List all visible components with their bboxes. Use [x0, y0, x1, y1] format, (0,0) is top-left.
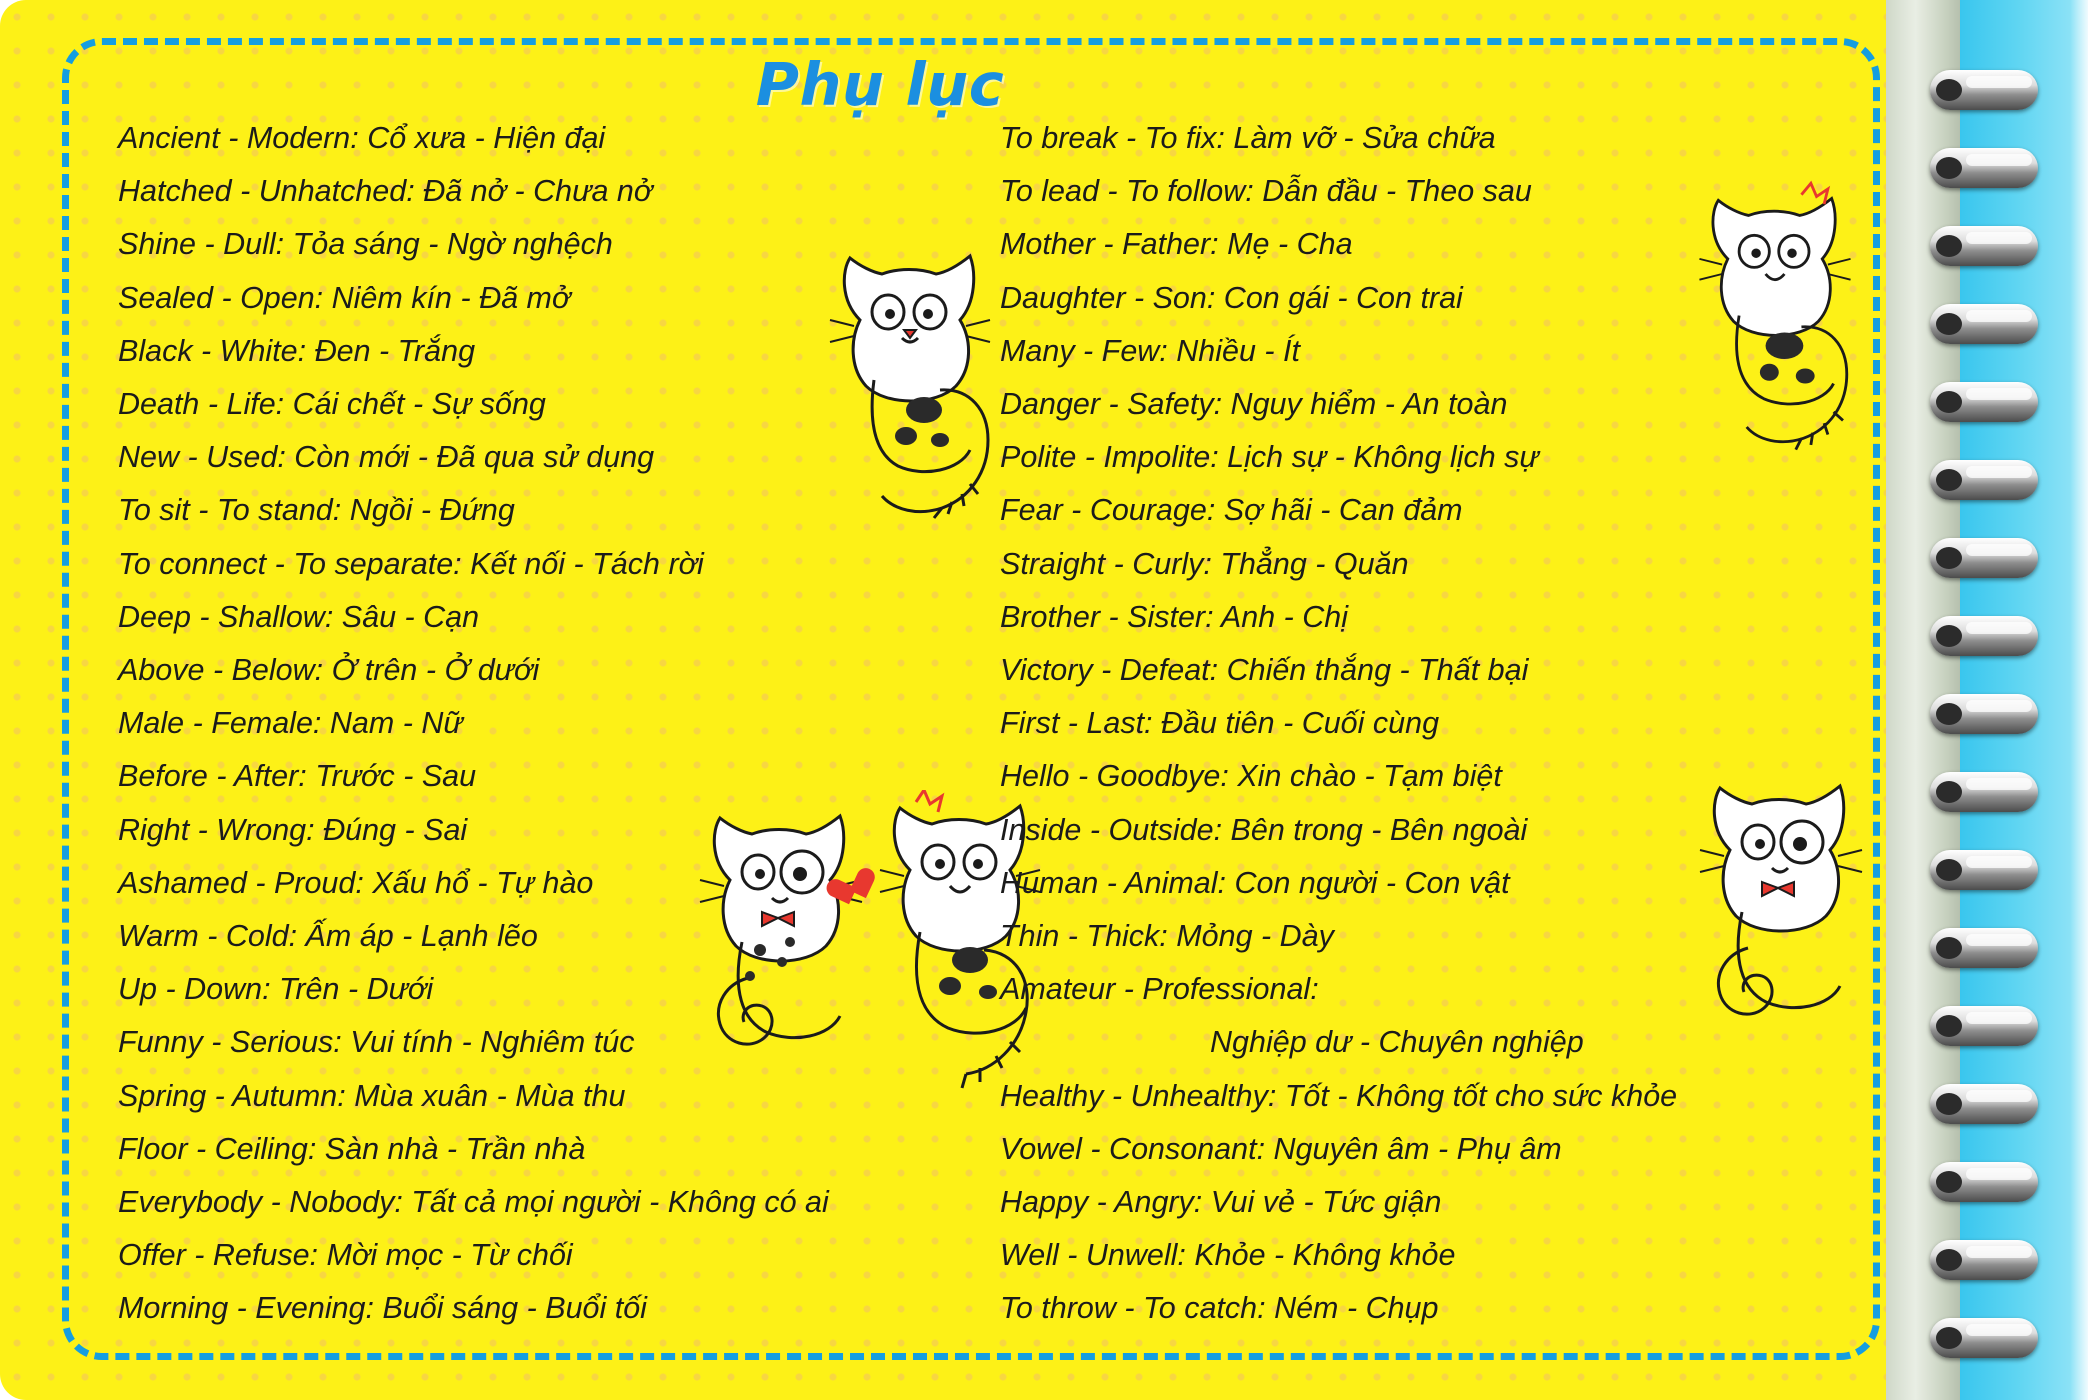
list-item: Straight - Curly: Thẳng - Quăn — [1000, 546, 1409, 581]
list-item: Many - Few: Nhiều - Ít — [1000, 333, 1300, 368]
list-item: Warm - Cold: Ấm áp - Lạnh lẽo — [118, 919, 538, 954]
list-item: Up - Down: Trên - Dưới — [118, 972, 434, 1007]
list-item: Healthy - Unhealthy: Tốt - Không tốt cho sức khỏe — [1000, 1078, 1678, 1113]
spiral-ring — [1930, 1084, 2038, 1124]
list-item: To sit - To stand: Ngồi - Đứng — [118, 493, 515, 528]
list-item: Floor - Ceiling: Sàn nhà - Trần nhà — [118, 1131, 586, 1166]
list-item: Amateur - Professional: — [1000, 972, 1319, 1007]
list-item: Well - Unwell: Khỏe - Không khỏe — [1000, 1238, 1456, 1273]
list-item: Human - Animal: Con người - Con vật — [1000, 865, 1510, 900]
list-item: To throw - To catch: Ném - Chụp — [1000, 1291, 1439, 1326]
list-item: Brother - Sister: Anh - Chị — [1000, 599, 1349, 634]
spiral-ring — [1930, 616, 2038, 656]
list-item: Nghiệp dư - Chuyên nghiệp — [1210, 1025, 1584, 1060]
spiral-ring — [1930, 928, 2038, 968]
list-item: Everybody - Nobody: Tất cả mọi người - Không có ai — [118, 1185, 829, 1220]
list-item: Inside - Outside: Bên trong - Bên ngoài — [1000, 812, 1528, 847]
spiral-ring — [1930, 382, 2038, 422]
list-item: Victory - Defeat: Chiến thắng - Thất bại — [1000, 653, 1529, 688]
spiral-ring — [1930, 1240, 2038, 1280]
page-title: Phụ lục — [755, 50, 1005, 119]
list-item: Deep - Shallow: Sâu - Cạn — [118, 599, 480, 634]
list-item: Above - Below: Ở trên - Ở dưới — [118, 653, 540, 688]
spiral-ring — [1930, 538, 2038, 578]
list-item: Male - Female: Nam - Nữ — [118, 706, 463, 741]
list-item: Before - After: Trước - Sau — [118, 759, 477, 794]
list-item: To connect - To separate: Kết nối - Tách rời — [118, 546, 704, 581]
list-item: To lead - To follow: Dẫn đầu - Theo sau — [1000, 174, 1532, 209]
spiral-ring — [1930, 772, 2038, 812]
spiral-ring — [1930, 1162, 2038, 1202]
list-item: First - Last: Đầu tiên - Cuối cùng — [1000, 706, 1440, 741]
list-item: Mother - Father: Mẹ - Cha — [1000, 227, 1353, 262]
list-item: To break - To fix: Làm vỡ - Sửa chữa — [1000, 121, 1496, 155]
spiral-ring — [1930, 304, 2038, 344]
list-item: Spring - Autumn: Mùa xuân - Mùa thu — [118, 1078, 626, 1113]
spiral-ring — [1930, 850, 2038, 890]
list-item: Fear - Courage: Sợ hãi - Can đảm — [1000, 493, 1463, 528]
spiral-ring — [1930, 1318, 2038, 1358]
list-item: Funny - Serious: Vui tính - Nghiêm túc — [118, 1025, 635, 1060]
list-item: Ancient - Modern: Cổ xưa - Hiện đại — [118, 121, 606, 155]
list-item: Shine - Dull: Tỏa sáng - Ngờ nghệch — [118, 227, 613, 262]
spiral-ring — [1930, 460, 2038, 500]
left-text-column — [118, 112, 898, 1336]
list-item: Sealed - Open: Niêm kín - Đã mở — [118, 280, 571, 315]
list-item: Ashamed - Proud: Xấu hổ - Tự hào — [118, 865, 594, 900]
spiral-ring — [1930, 148, 2038, 188]
list-item: Daughter - Son: Con gái - Con trai — [1000, 280, 1463, 315]
list-item: Happy - Angry: Vui vẻ - Tức giận — [1000, 1185, 1442, 1220]
spiral-ring — [1930, 1006, 2038, 1046]
spiral-ring — [1930, 226, 2038, 266]
spiral-ring — [1930, 70, 2038, 110]
list-item: Right - Wrong: Đúng - Sai — [118, 812, 468, 847]
list-item: Hatched - Unhatched: Đã nở - Chưa nở — [118, 174, 653, 209]
list-item: New - Used: Còn mới - Đã qua sử dụng — [118, 440, 655, 475]
list-item: Hello - Goodbye: Xin chào - Tạm biệt — [1000, 759, 1502, 794]
list-item: Morning - Evening: Buổi sáng - Buổi tối — [118, 1291, 647, 1326]
right-text-column — [1000, 112, 1800, 1336]
list-item: Offer - Refuse: Mời mọc - Từ chối — [118, 1238, 573, 1273]
spiral-ring — [1930, 694, 2038, 734]
list-item: Danger - Safety: Nguy hiểm - An toàn — [1000, 387, 1508, 422]
list-item: Black - White: Đen - Trắng — [118, 333, 476, 368]
list-item: Thin - Thick: Mỏng - Dày — [1000, 919, 1334, 954]
list-item: Polite - Impolite: Lịch sự - Không lịch sự — [1000, 440, 1539, 475]
list-item: Vowel - Consonant: Nguyên âm - Phụ âm — [1000, 1131, 1562, 1166]
list-item: Death - Life: Cái chết - Sự sống — [118, 387, 546, 422]
